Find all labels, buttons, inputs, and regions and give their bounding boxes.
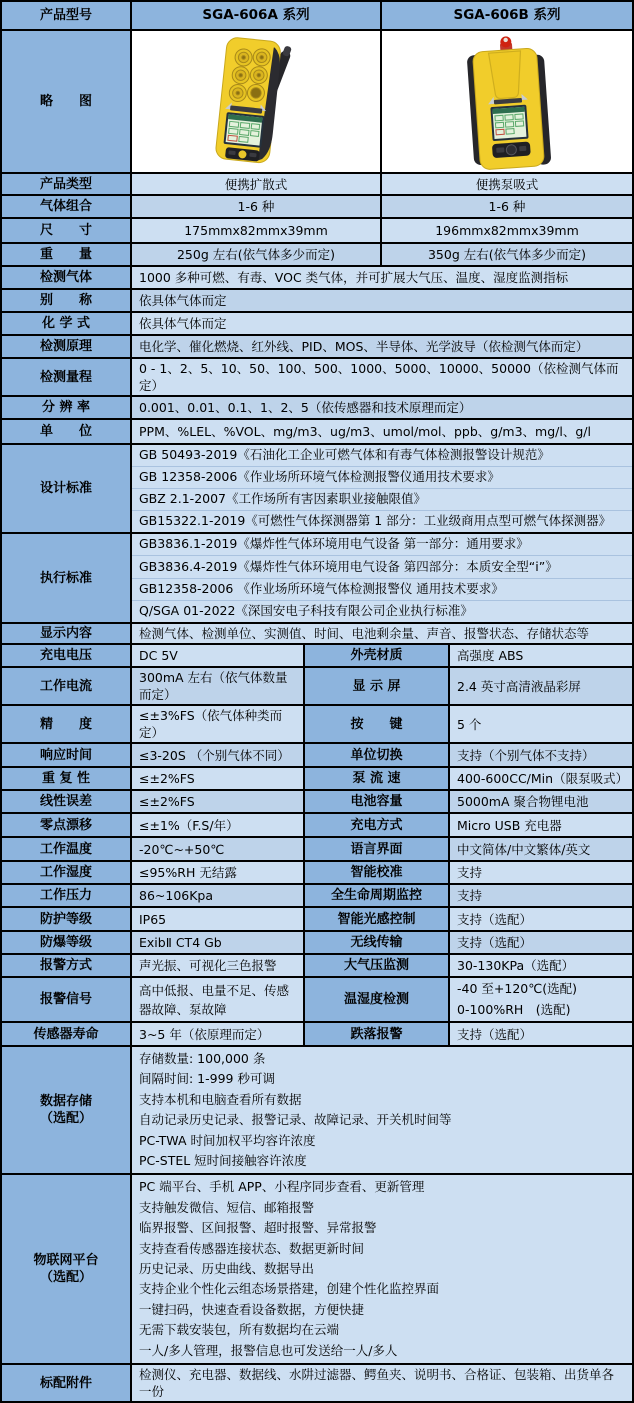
feature-line: 一键扫码，快速查看设备数据，方便快捷: [139, 1301, 365, 1317]
row-label: 气体组合: [2, 196, 132, 217]
row-alarm-mode: [2, 955, 632, 978]
value-b: 1-6 种: [382, 196, 632, 217]
row-linearity-error: [2, 791, 632, 814]
row-label: 设计标准: [2, 445, 132, 532]
row-label: 响应时间: [2, 744, 132, 766]
row-label: 语言界面: [305, 838, 450, 860]
row-chemical-formula: [2, 313, 632, 336]
row-label: 工作压力: [2, 885, 132, 906]
row-label: 工作湿度: [2, 862, 132, 883]
row-label-line: 数据存储: [39, 1094, 92, 1110]
design-standard-list: [132, 445, 632, 532]
row-charge-voltage: [2, 645, 632, 668]
row-value: 1000 多种可燃、有毒、VOC 类气体，并可扩展大气压、温度、湿度监测指标: [132, 267, 632, 288]
row-value: 0.001、0.01、0.1、1、2、5（依传感器和技术原理而定）: [132, 397, 632, 418]
row-label: 电池容量: [305, 791, 450, 812]
row-value: 高强度 ABS: [450, 645, 632, 666]
row-label: 泵 流 速: [305, 768, 450, 789]
row-zero-drift: [2, 814, 632, 838]
row-label: 尺 寸: [2, 219, 132, 242]
row-label: 显示内容: [2, 624, 132, 643]
row-label: 按 键: [305, 706, 450, 742]
feature-line: 历史记录、历史曲线、数据导出: [139, 1261, 315, 1277]
row-label: 重 复 性: [2, 768, 132, 789]
row-label: 重 量: [2, 244, 132, 265]
row-value: 支持（选配）: [450, 908, 632, 930]
standard-line: GB3836.4-2019《爆炸性气体环境用电气设备 第四部分：本质安全型“i”》: [132, 555, 632, 577]
row-value: 检测仪、充电器、数据线、水阱过滤器、鳄鱼夹、说明书、合格证、包装箱、出货单各一份: [132, 1365, 632, 1401]
row-value: 声光振、可视化三色报警: [132, 955, 305, 976]
row-label: 充电方式: [305, 814, 450, 836]
row-label: 零点漂移: [2, 814, 132, 836]
row-label-line: （选配）: [39, 1270, 92, 1286]
iot-feature-list: [132, 1175, 632, 1363]
row-design-standard: [2, 445, 632, 534]
row-label: 跌落报警: [305, 1023, 450, 1045]
exec-standard-list: [132, 534, 632, 622]
row-label: 智能校准: [305, 862, 450, 883]
row-label: 显 示 屏: [305, 668, 450, 704]
row-value: ≤95%RH 无结露: [132, 862, 305, 883]
row-label: 精 度: [2, 706, 132, 742]
row-sensor-life: [2, 1023, 632, 1047]
row-label: 无线传输: [305, 932, 450, 953]
feature-line: PC-STEL 短时间接触容许浓度: [139, 1153, 307, 1169]
row-working-temperature: [2, 838, 632, 862]
row-label: 检测量程: [2, 359, 132, 395]
row-label-line: （选配）: [39, 1111, 92, 1127]
row-value: 3~5 年（依原理而定）: [132, 1023, 305, 1045]
row-label: [2, 1047, 132, 1173]
row-iot-platform: [2, 1175, 632, 1365]
row-value: ≤±3%FS（依气体种类而定）: [132, 706, 305, 742]
row-value: 中文简体/中文繁体/英文: [450, 838, 632, 860]
model-b-header: SGA-606B 系列: [382, 2, 632, 29]
row-label: 温湿度检测: [305, 978, 450, 1021]
feature-line: 支持查看传感器连接状态、数据更新时间: [139, 1240, 365, 1256]
row-label-sketch: 略 图: [2, 31, 132, 172]
row-label: 化 学 式: [2, 313, 132, 334]
row-value: 2.4 英寸高清液晶彩屏: [450, 668, 632, 704]
row-label: 产品类型: [2, 174, 132, 194]
row-value: 5000mA 聚合物锂电池: [450, 791, 632, 812]
feature-line: 支持本机和电脑查看所有数据: [139, 1091, 302, 1107]
feature-line: 支持企业个性化云组态场景搭建，创建个性化监控界面: [139, 1281, 440, 1297]
row-value: 支持: [450, 885, 632, 906]
row-value: -20℃~+50℃: [132, 838, 305, 860]
row-label: 线性误差: [2, 791, 132, 812]
row-display-content: [2, 624, 632, 645]
value-a: 175mmx82mmx39mm: [132, 219, 382, 242]
row-value: ≤3-20S （个别气体不同）: [132, 744, 305, 766]
data-storage-list: [132, 1047, 632, 1173]
row-value: 300mA 左右（依气体数量而定）: [132, 668, 305, 704]
row-gas-combination: [2, 196, 632, 219]
row-label: 分 辨 率: [2, 397, 132, 418]
row-label-product-model: 产品型号: [2, 2, 132, 29]
row-label: 工作温度: [2, 838, 132, 860]
row-label: 外壳材质: [305, 645, 450, 666]
row-detection-range: [2, 359, 632, 397]
row-repeatability: [2, 768, 632, 791]
standard-line: Q/SGA 01-2022《深国安电子科技有限公司企业执行标准》: [132, 600, 632, 622]
row-value: 高中低报、电量不足、传感器故障、泵故障: [132, 978, 305, 1021]
row-label-line: 物联网平台: [33, 1253, 99, 1269]
row-value: 支持（选配）: [450, 1023, 632, 1045]
row-exec-standard: [2, 534, 632, 624]
row-accuracy: [2, 706, 632, 744]
row-value: 86~106Kpa: [132, 885, 305, 906]
row-label: 检测气体: [2, 267, 132, 288]
row-value: Micro USB 充电器: [450, 814, 632, 836]
row-label: 防爆等级: [2, 932, 132, 953]
row-value: 支持（个别气体不支持）: [450, 744, 632, 766]
row-explosion-proof-rating: [2, 932, 632, 955]
row-label: 单 位: [2, 420, 132, 443]
row-label: 全生命周期监控: [305, 885, 450, 906]
row-label: 单位切换: [305, 744, 450, 766]
value-line: -40 至+120℃(选配): [457, 981, 578, 997]
value-a: 250g 左右(依气体多少而定): [132, 244, 382, 265]
row-value: 依具体气体而定: [132, 313, 632, 334]
model-a-header: SGA-606A 系列: [132, 2, 382, 29]
row-value: 5 个: [450, 706, 632, 742]
product-photo-sga-606b: [382, 31, 632, 172]
row-working-humidity: [2, 862, 632, 885]
row-value: [450, 978, 632, 1021]
row-label: 传感器寿命: [2, 1023, 132, 1045]
value-b: 350g 左右(依气体多少而定): [382, 244, 632, 265]
row-detected-gases: [2, 267, 632, 290]
row-value: IP65: [132, 908, 305, 930]
value-b: 便携泵吸式: [382, 174, 632, 194]
row-working-pressure: [2, 885, 632, 908]
standard-line: GB 50493-2019《石油化工企业可燃气体和有毒气体检测报警设计规范》: [139, 447, 550, 463]
row-response-time: [2, 744, 632, 768]
value-a: 便携扩散式: [132, 174, 382, 194]
feature-line: 存储数量: 100,000 条: [139, 1051, 266, 1066]
row-label: [2, 1175, 132, 1363]
row-value: ExibⅡ CT4 Gb: [132, 932, 305, 953]
row-alarm-signal: [2, 978, 632, 1023]
row-value: ≤±2%FS: [132, 768, 305, 789]
row-label: 防护等级: [2, 908, 132, 930]
row-value: 支持: [450, 862, 632, 883]
row-label: 工作电流: [2, 668, 132, 704]
value-b: 196mmx82mmx39mm: [382, 219, 632, 242]
standard-line: GB3836.1-2019《爆炸性气体环境用电气设备 第一部分：通用要求》: [139, 536, 529, 552]
row-label: 充电电压: [2, 645, 132, 666]
feature-line: 自动记录历史记录、报警记录、故障记录、开关机时间等: [139, 1112, 452, 1128]
feature-line: 临界报警、区间报警、超时报警、异常报警: [139, 1220, 377, 1236]
row-label: 别 称: [2, 290, 132, 311]
row-label: 报警信号: [2, 978, 132, 1021]
row-label: 报警方式: [2, 955, 132, 976]
row-label: 标配附件: [2, 1365, 132, 1401]
sga-606b-device-image: [432, 33, 582, 171]
row-value: ≤±2%FS: [132, 791, 305, 812]
row-resolution: [2, 397, 632, 420]
row-value: 0 - 1、2、5、10、50、100、500、1000、5000、10000、50000（依检测气体而定）: [132, 359, 632, 395]
row-label: 智能光感控制: [305, 908, 450, 930]
feature-line: 间隔时间: 1-999 秒可调: [139, 1071, 275, 1087]
sketch-row: [2, 31, 632, 174]
sga-606a-device-image: [181, 34, 331, 170]
row-protection-rating: [2, 908, 632, 932]
row-value: PPM、%LEL、%VOL、mg/m3、ug/m3、umol/mol、ppb、g/m3、mg/l、g/l: [132, 420, 632, 443]
row-product-type: [2, 174, 632, 196]
row-value: 检测气体、检测单位、实测值、时间、电池剩余量、声音、报警状态、存储状态等: [132, 624, 632, 643]
feature-line: 支持触发微信、短信、邮箱报警: [139, 1199, 315, 1215]
feature-line: PC 端平台、手机 APP、小程序同步查看、更新管理: [139, 1179, 425, 1195]
row-value: 支持（选配）: [450, 932, 632, 953]
standard-line: GB15322.1-2019《可燃性气体探测器第 1 部分：工业级商用点型可燃气体探测器》: [132, 510, 632, 532]
standard-line: GB 12358-2006《作业场所环境气体检测报警仪通用技术要求》: [132, 466, 632, 488]
row-label: 执行标准: [2, 534, 132, 622]
row-data-storage: [2, 1047, 632, 1175]
row-value: DC 5V: [132, 645, 305, 666]
row-units: [2, 420, 632, 445]
row-value: 依具体气体而定: [132, 290, 632, 311]
row-accessories: [2, 1365, 632, 1401]
row-label: 检测原理: [2, 336, 132, 357]
row-weight: [2, 244, 632, 267]
row-working-current: [2, 668, 632, 706]
row-detection-principle: [2, 336, 632, 359]
row-alias: [2, 290, 632, 313]
product-photo-sga-606a: [132, 31, 382, 172]
row-dimensions: [2, 219, 632, 244]
value-line: 0-100%RH (选配): [457, 1001, 571, 1017]
product-model-row: [2, 2, 632, 31]
feature-line: 无需下载安装包，所有数据均在云端: [139, 1322, 340, 1338]
feature-line: 一人/多人管理，报警信息也可发送给一人/多人: [139, 1342, 398, 1358]
feature-line: PC-TWA 时间加权平均容许浓度: [139, 1132, 316, 1148]
value-a: 1-6 种: [132, 196, 382, 217]
standard-line: GB12358-2006 《作业场所环境气体检测报警仪 通用技术要求》: [132, 578, 632, 600]
row-value: 30-130KPa（选配）: [450, 955, 632, 976]
row-label: 大气压监测: [305, 955, 450, 976]
row-value: ≤±1%（F.S/年）: [132, 814, 305, 836]
row-value: 电化学、催化燃烧、红外线、PID、MOS、半导体、光学波导（依检测气体而定）: [132, 336, 632, 357]
standard-line: GBZ 2.1-2007《工作场所有害因素职业接触限值》: [132, 488, 632, 510]
row-value: 400-600CC/Min（限泵吸式）: [450, 768, 632, 789]
